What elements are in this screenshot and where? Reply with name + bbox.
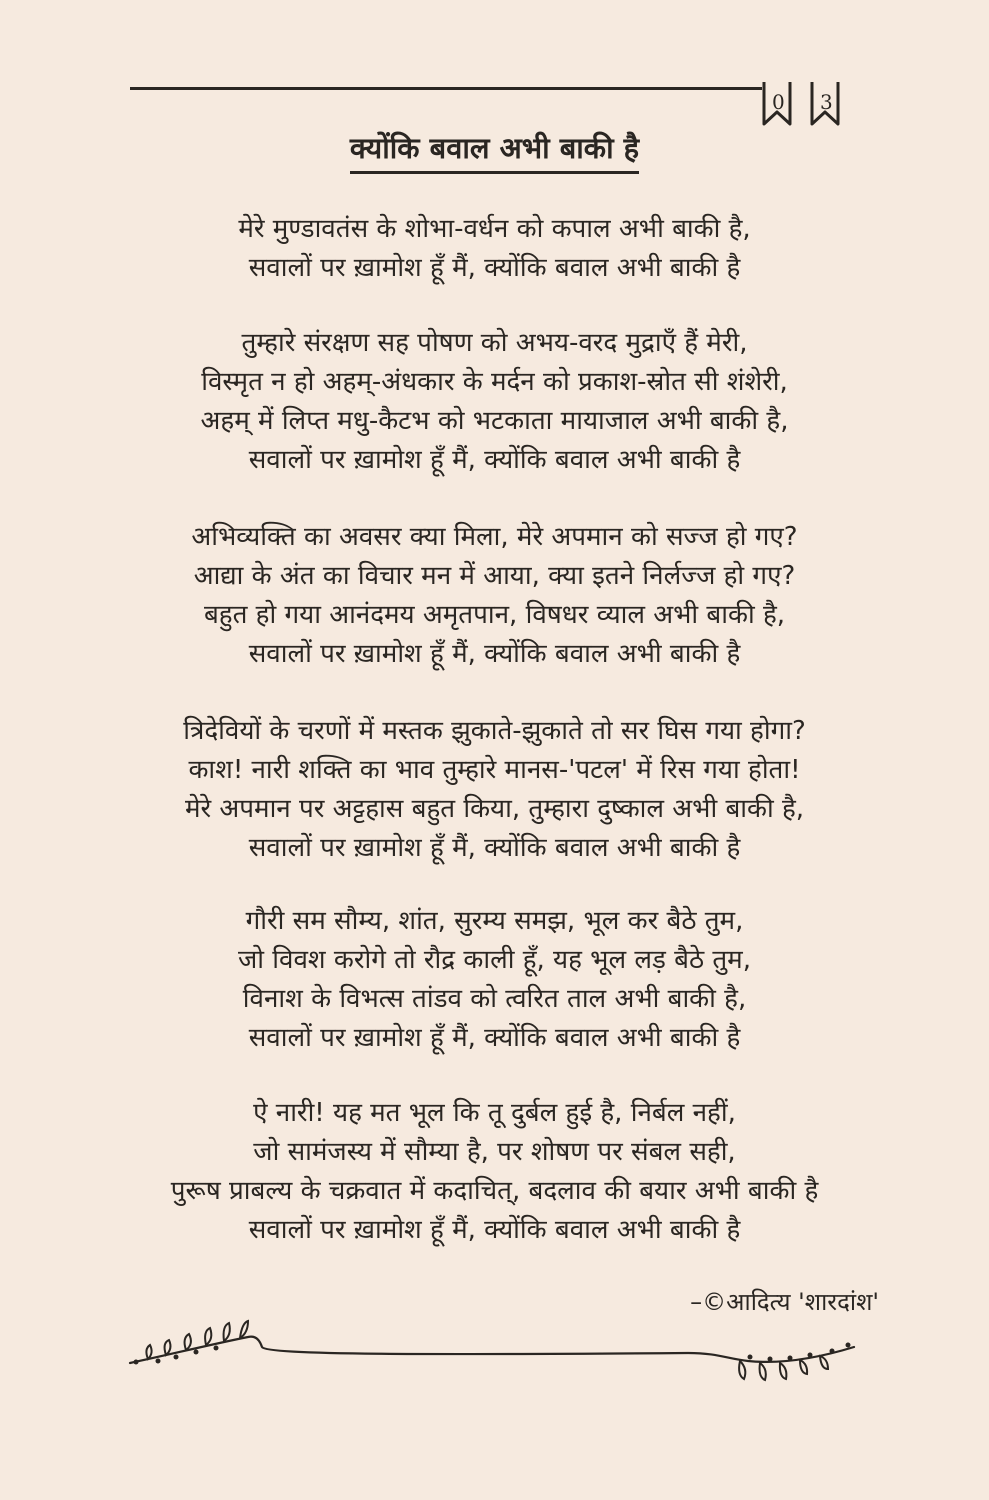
- poem-line: जो सामंजस्य में सौम्या है, पर शोषण पर संबल सही,: [253, 1137, 736, 1167]
- poem-line: विनाश के विभत्स तांडव को त्वरित ताल अभी बाकी है,: [242, 984, 747, 1014]
- poem-line: अभिव्यक्ति का अवसर क्या मिला, मेरे अपमान को सज्ज हो गए?: [191, 522, 798, 552]
- poem-line: त्रिदेवियों के चरणों में मस्तक झुकाते-झुकाते तो सर घिस गया होगा?: [183, 716, 806, 746]
- top-rule: [130, 87, 762, 90]
- poem-line: बहुत हो गया आनंदमय अमृतपान, विषधर व्याल अभी बाकी है,: [203, 600, 786, 630]
- poem-line: काश! नारी शक्ति का भाव तुम्हारे मानस-'पटल' में रिस गया होता!: [188, 755, 801, 785]
- poem-line: विस्मृत न हो अहम्-अंधकार के मर्दन को प्रकाश-स्रोत सी शंशेरी,: [201, 367, 788, 397]
- poem-line: सवालों पर ख़ामोश हूँ मैं, क्योंकि बवाल अभी बाकी है: [248, 253, 741, 283]
- poem-title-text: क्योंकि बवाल अभी बाकी है: [350, 131, 639, 174]
- poem-line: तुम्हारे संरक्षण सह पोषण को अभय-वरद मुद्राएँ हैं मेरी,: [241, 328, 748, 358]
- stanza-4: [0, 712, 989, 868]
- vine-divider-ornament: [128, 1315, 858, 1395]
- poem-line: पुरूष प्राबल्य के चक्रवात में कदाचित्, बदलाव की बयार अभी बाकी है: [170, 1176, 819, 1206]
- poem-line: मेरे मुण्डावतंस के शोभा-वर्धन को कपाल अभी बाकी है,: [238, 214, 751, 244]
- page-number-right-digit: 3: [820, 90, 833, 114]
- author-credit: –©आदित्य 'शारदांश': [690, 1288, 879, 1316]
- stanza-3: [0, 518, 989, 674]
- stanza-6: [0, 1094, 989, 1250]
- poem-line: ऐ नारी! यह मत भूल कि तू दुर्बल हुई है, निर्बल नहीं,: [253, 1098, 736, 1128]
- poem-title: [0, 128, 989, 167]
- stanza-2: [0, 324, 989, 480]
- poem-line: जो विवश करोगे तो रौद्र काली हूँ, यह भूल लड़ बैठे तुम,: [237, 945, 751, 975]
- page-number-left-digit: 0: [772, 90, 785, 114]
- poem-line: मेरे अपमान पर अट्टहास बहुत किया, तुम्हारा दुष्काल अभी बाकी है,: [184, 794, 805, 824]
- poem-line: सवालों पर ख़ामोश हूँ मैं, क्योंकि बवाल अभी बाकी है: [248, 1215, 741, 1245]
- poem-line: सवालों पर ख़ामोश हूँ मैं, क्योंकि बवाल अभी बाकी है: [248, 639, 741, 669]
- poem-line: सवालों पर ख़ामोश हूँ मैं, क्योंकि बवाल अभी बाकी है: [248, 1023, 741, 1053]
- poem-line: गौरी सम सौम्य, शांत, सुरम्य समझ, भूल कर बैठे तुम,: [245, 906, 744, 936]
- poem-line: सवालों पर ख़ामोश हूँ मैं, क्योंकि बवाल अभी बाकी है: [248, 445, 741, 475]
- poem-line: अहम् में लिप्त मधु-कैटभ को भटकाता मायाजाल अभी बाकी है,: [200, 406, 789, 436]
- poem-line: सवालों पर ख़ामोश हूँ मैं, क्योंकि बवाल अभी बाकी है: [248, 833, 741, 863]
- stanza-1: [0, 210, 989, 288]
- stanza-5: [0, 902, 989, 1058]
- poem-line: आद्या के अंत का विचार मन में आया, क्या इतने निर्लज्ज हो गए?: [193, 561, 796, 591]
